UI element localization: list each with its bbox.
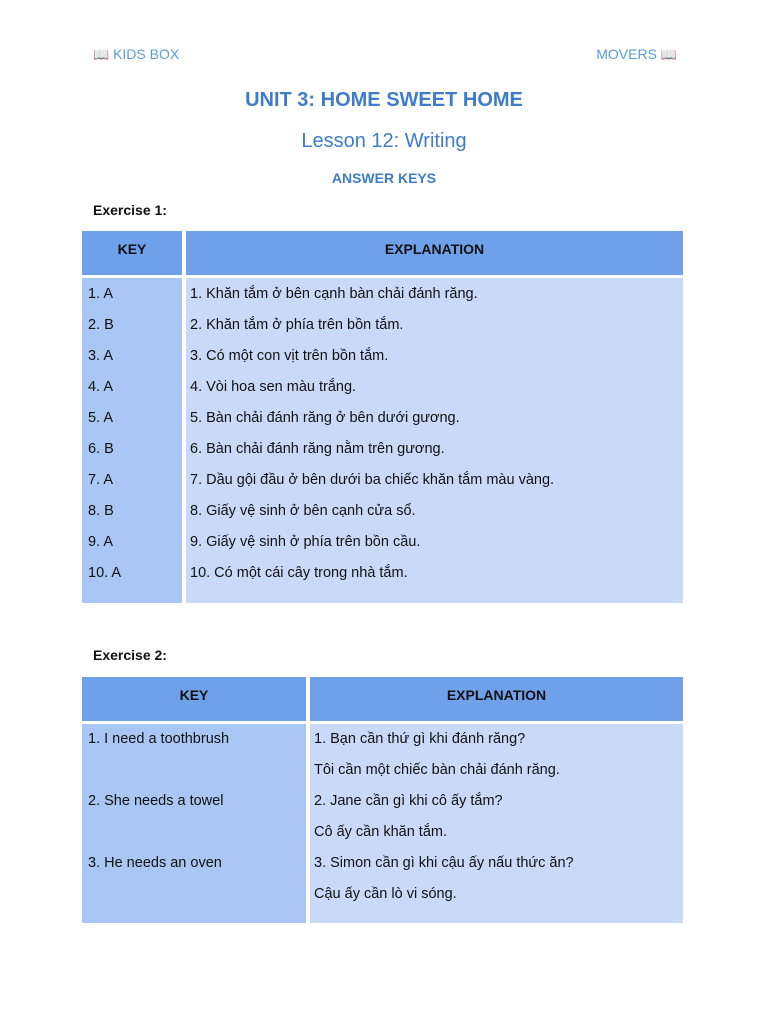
exercise-2-table: [82, 677, 683, 923]
table-row-explanation: 9. Giấy vệ sinh ở phía trên bồn cầu.: [190, 534, 421, 550]
table-row-explanation: 2. Jane cần gì khi cô ấy tắm?: [314, 793, 503, 809]
table-row-explanation: 6. Bàn chải đánh răng nằm trên gương.: [190, 441, 445, 457]
table-row-key: 2. B: [88, 317, 114, 333]
exercise-1-table: [82, 231, 683, 603]
table-row-key: 3. A: [88, 348, 113, 364]
table-row-explanation: 10. Có một cái cây trong nhà tắm.: [190, 565, 408, 581]
key-column: [82, 724, 306, 923]
table-row-explanation: 7. Dầu gội đầu ở bên dưới ba chiếc khăn tắm màu vàng.: [190, 472, 555, 488]
table-row-key: 10. A: [88, 565, 122, 581]
table-row-key: 7. A: [88, 472, 113, 488]
book-icon: 📖: [93, 47, 110, 62]
table-row-explanation: 3. Simon cần gì khi cậu ấy nấu thức ăn?: [314, 855, 574, 871]
lesson-title: Lesson 12: Writing: [301, 130, 467, 152]
table-row-explanation: Cậu ấy cần lò vi sóng.: [314, 886, 457, 902]
unit-title: UNIT 3: HOME SWEET HOME: [245, 89, 523, 111]
table-row-explanation: Cô ấy cần khăn tắm.: [314, 824, 447, 840]
table-row-explanation: 8. Giấy vệ sinh ở bên cạnh cửa sổ.: [190, 503, 416, 519]
table-row-key: 4. A: [88, 379, 113, 395]
table-row-key: 1. I need a toothbrush: [88, 731, 230, 747]
table-row-explanation: 1. Bạn cần thứ gì khi đánh răng?: [314, 731, 526, 747]
table-row-explanation: 3. Có một con vịt trên bồn tắm.: [190, 348, 389, 364]
exercise-2-label: Exercise 2:: [93, 647, 167, 663]
header-left-text: KIDS BOX: [113, 46, 180, 62]
table-header-explanation: EXPLANATION: [186, 231, 683, 275]
table-header-key: KEY: [82, 231, 182, 275]
table-row-explanation: 5. Bàn chải đánh răng ở bên dưới gương.: [190, 410, 460, 426]
table-row-key: 6. B: [88, 441, 114, 457]
table-row-key: 1. A: [88, 286, 113, 302]
book-icon: 📖: [660, 47, 677, 62]
table-row-key: 8. B: [88, 503, 114, 519]
answer-keys-title: ANSWER KEYS: [331, 170, 437, 186]
table-row-key: 9. A: [88, 534, 113, 550]
table-header-key: KEY: [82, 677, 306, 721]
table-row-explanation: 2. Khăn tắm ở phía trên bồn tắm.: [190, 317, 404, 333]
table-row-key: 3. He needs an oven: [88, 855, 222, 871]
table-row-explanation: 4. Vòi hoa sen màu trắng.: [190, 379, 357, 395]
table-row-explanation: Tôi cần một chiếc bàn chải đánh răng.: [314, 762, 560, 778]
table-header-explanation: EXPLANATION: [310, 677, 683, 721]
header-left: [93, 46, 179, 63]
table-row-key: 5. A: [88, 410, 113, 426]
table-row-explanation: 1. Khăn tắm ở bên cạnh bàn chải đánh răng.: [190, 286, 478, 302]
exercise-1-label: Exercise 1:: [93, 202, 167, 218]
header-right-text: MOVERS: [596, 46, 657, 62]
header-right: [596, 46, 677, 63]
table-row-key: 2. She needs a towel: [88, 793, 224, 809]
